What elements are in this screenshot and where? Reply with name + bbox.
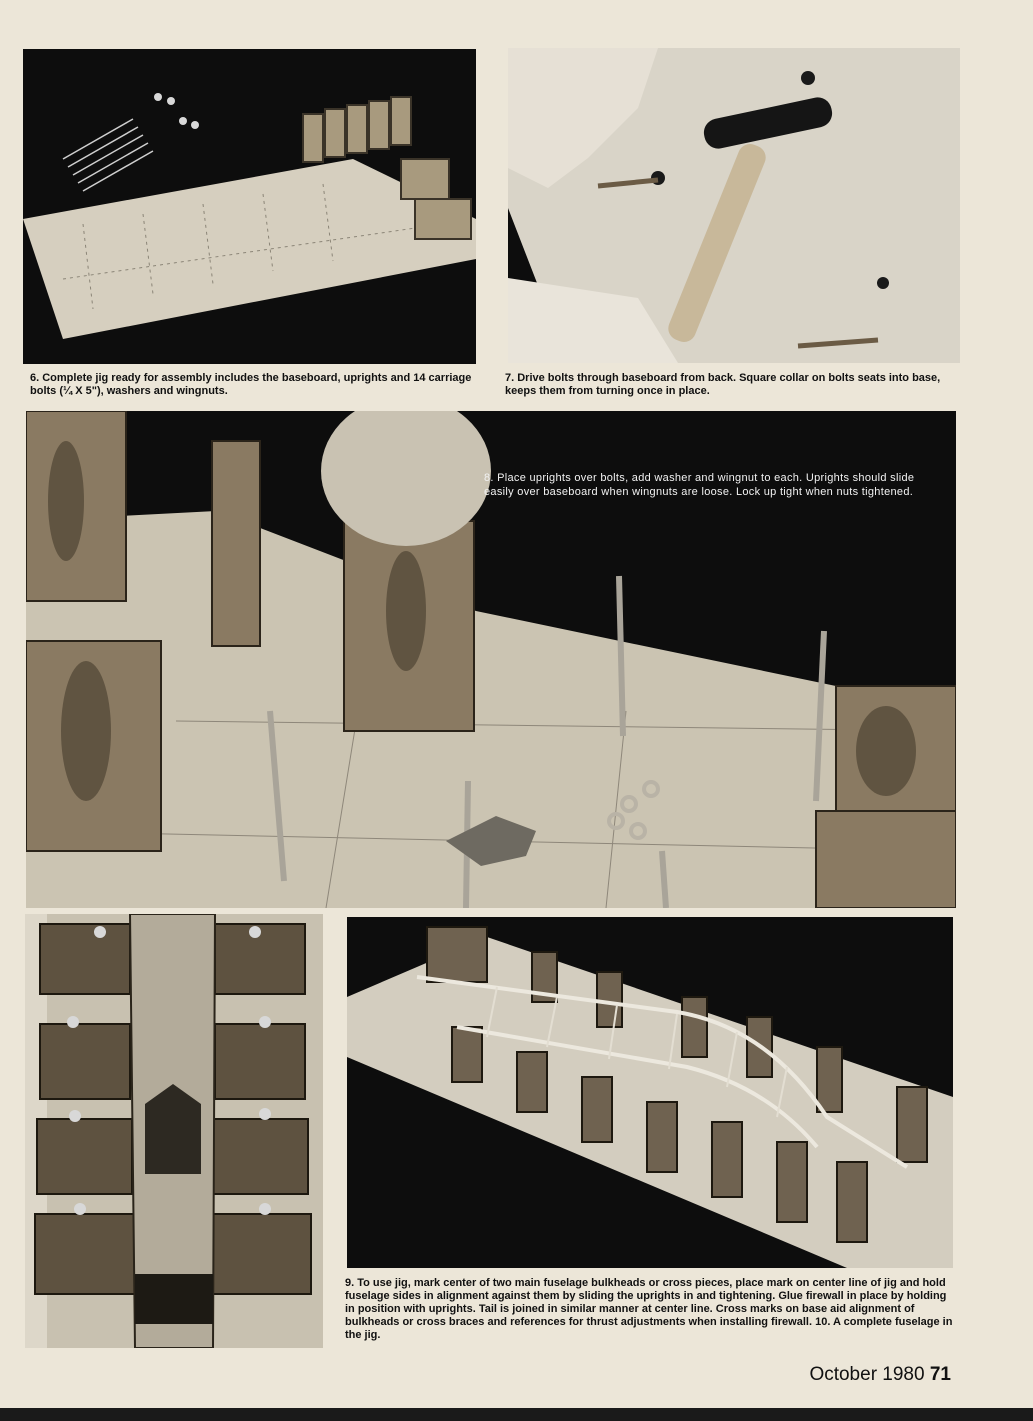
issue-date: October 1980 [809, 1364, 925, 1385]
caption-figure-9-10: 9. To use jig, mark center of two main fuselage bulkheads or cross pieces, place mark on center line of jig and hold fuselage sides in alignment against them by sliding the uprights in and tightening. Glue firewall in place by holding in position with uprights. Tail is joined in similar manner at center line. Cross marks on base aid alignment of bulkheads or cross braces and references for thrust adjustments when installing firewall. 10. A complete fuselage in the jig. [345, 1277, 953, 1341]
photo-fuselage-in-jig [347, 917, 953, 1268]
page-number: 71 [929, 1364, 951, 1385]
photo-driving-bolts [508, 48, 960, 363]
photo-complete-fuselage-top [25, 914, 323, 1348]
scan-edge [0, 1408, 1033, 1421]
caption-figure-6: 6. Complete jig ready for assembly includes the baseboard, uprights and 14 carriage bolts (¼ X 5"), washers and wingnuts. [30, 372, 472, 397]
page-folio [809, 1364, 951, 1386]
caption-figure-8: 8. Place uprights over bolts, add washer and wingnut to each. Uprights should slide easily over baseboard when wingnuts are loose. Lock up tight when nuts tightened. [484, 472, 915, 498]
caption-figure-7: 7. Drive bolts through baseboard from back. Square collar on bolts seats into base, keeps them from turning once in place. [505, 372, 941, 397]
photo-jig-parts [23, 49, 476, 364]
